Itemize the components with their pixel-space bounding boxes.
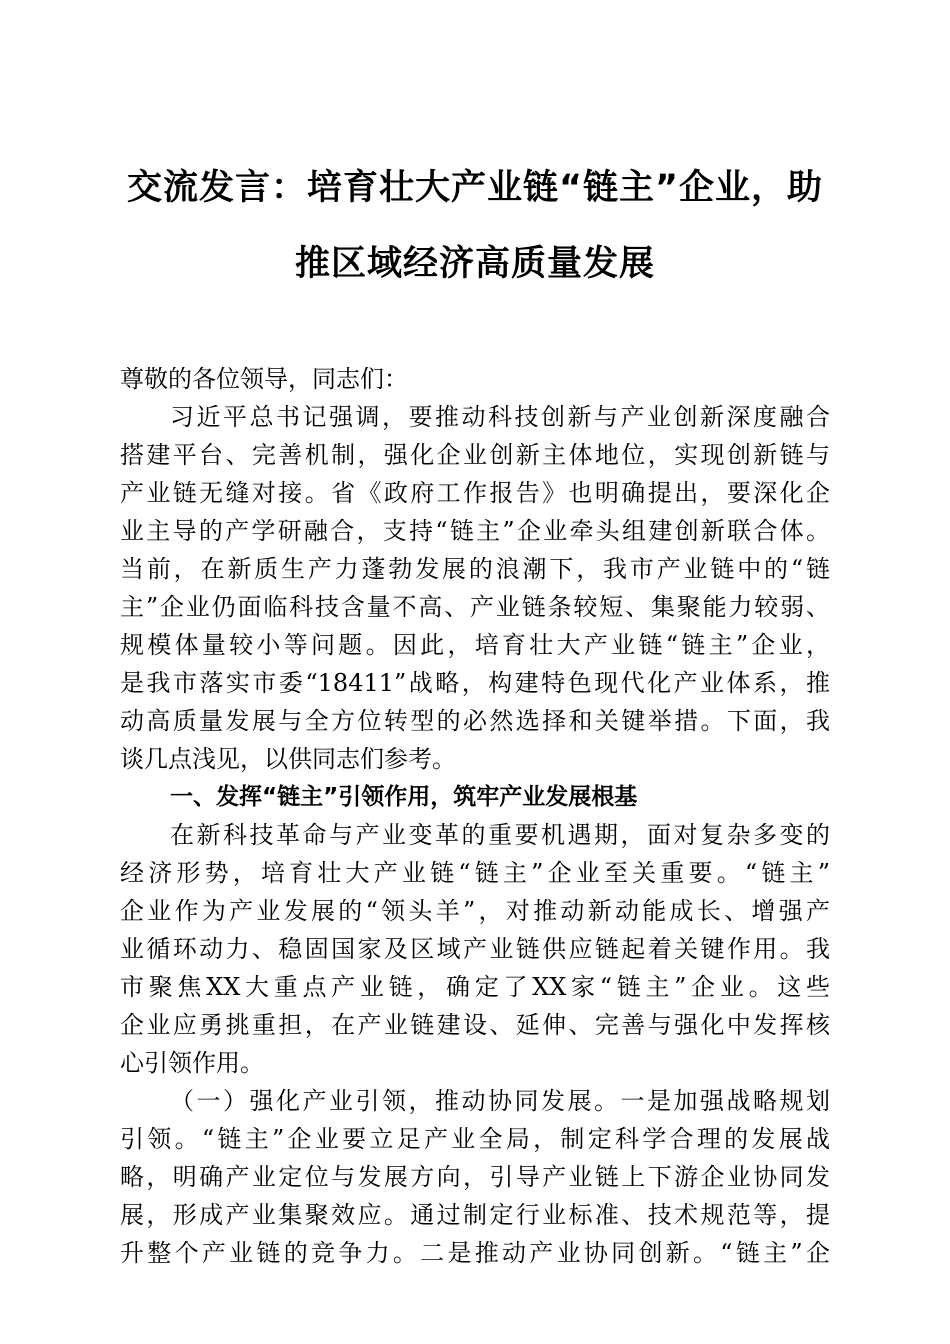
paragraph-line: 市聚焦XX大重点产业链，确定了XX家“链主”企业。这些 bbox=[120, 973, 830, 1001]
document-title-line-2: 推区域经济高质量发展 bbox=[294, 244, 655, 284]
paragraph-line: 搭建平台、完善机制，强化企业创新主体地位，实现创新链与 bbox=[120, 441, 830, 469]
paragraph-line: 升整个产业链的竞争力。二是推动产业协同创新。“链主”企 bbox=[120, 1239, 830, 1267]
section-heading: 一、发挥“链主”引领作用，筑牢产业发展根基 bbox=[170, 784, 638, 810]
paragraph-line: 在新科技革命与产业变革的重要机遇期，面对复杂多变的 bbox=[170, 821, 830, 849]
paragraph-line: 心引领作用。 bbox=[120, 1049, 264, 1077]
paragraph-line: 动高质量发展与全方位转型的必然选择和关键举措。下面，我 bbox=[120, 707, 830, 735]
paragraph-line: 经济形势，培育壮大产业链“链主”企业至关重要。“链主” bbox=[120, 859, 830, 887]
document-title-line-1: 交流发言：培育壮大产业链“链主”企业，助 bbox=[126, 168, 823, 208]
paragraph-line: 规模体量较小等问题。因此，培育壮大产业链“链主”企业， bbox=[120, 631, 830, 659]
paragraph-line: 当前，在新质生产力蓬勃发展的浪潮下，我市产业链中的“链 bbox=[120, 555, 830, 583]
paragraph-line: 产业链无缝对接。省《政府工作报告》也明确提出，要深化企 bbox=[120, 479, 830, 507]
paragraph-line: 业主导的产学研融合，支持“链主”企业牵头组建创新联合体。 bbox=[120, 517, 830, 545]
document-body bbox=[120, 360, 830, 1272]
paragraph-line: 企业作为产业发展的“领头羊”，对推动新动能成长、增强产 bbox=[120, 897, 830, 925]
paragraph-line: 谈几点浅见，以供同志们参考。 bbox=[120, 745, 456, 773]
paragraph-line: 略，明确产业定位与发展方向，引导产业链上下游企业协同发 bbox=[120, 1163, 830, 1191]
subsection-line: （一）强化产业引领，推动协同发展。一是加强战略规划 bbox=[170, 1087, 830, 1115]
paragraph-line: 企业应勇挑重担，在产业链建设、延伸、完善与强化中发挥核 bbox=[120, 1011, 830, 1039]
paragraph-line: 是我市落实市委“18411”战略，构建特色现代化产业体系，推 bbox=[120, 669, 830, 697]
paragraph-line: 主”企业仍面临科技含量不高、产业链条较短、集聚能力较弱、 bbox=[120, 593, 830, 621]
paragraph-line: 习近平总书记强调，要推动科技创新与产业创新深度融合 bbox=[170, 403, 830, 431]
paragraph-line: 引领。“链主”企业要立足产业全局，制定科学合理的发展战 bbox=[120, 1125, 830, 1153]
salutation: 尊敬的各位领导，同志们： bbox=[120, 365, 408, 393]
paragraph-line: 业循环动力、稳固国家及区域产业链供应链起着关键作用。我 bbox=[120, 935, 830, 963]
paragraph-line: 展，形成产业集聚效应。通过制定行业标准、技术规范等，提 bbox=[120, 1201, 830, 1229]
